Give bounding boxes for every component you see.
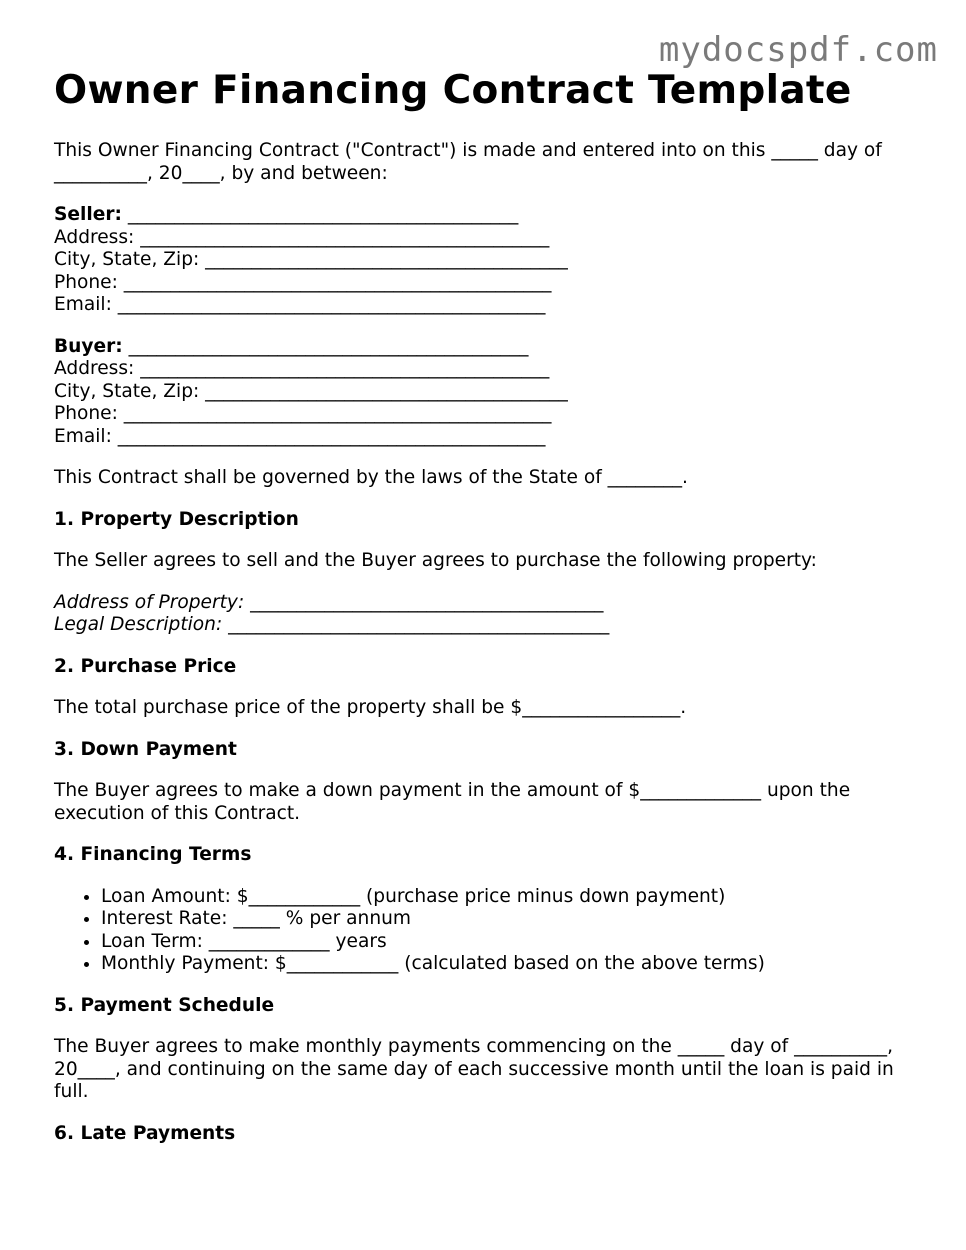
section-2-text: The total purchase price of the property shall be $_________________. bbox=[54, 697, 687, 718]
section-2-heading: 2. Purchase Price bbox=[54, 655, 237, 677]
seller-address-line: Address: ____________________________________________ bbox=[54, 226, 550, 248]
legal-description-line bbox=[54, 614, 924, 637]
seller-block bbox=[54, 204, 924, 317]
seller-city-line: City, State, Zip: _______________________________________ bbox=[54, 249, 568, 270]
buyer-block bbox=[54, 336, 924, 449]
list-item: • Monthly Payment: $____________ (calculated based on the above terms) bbox=[101, 953, 924, 976]
buyer-email-line: Email: ______________________________________________ bbox=[54, 425, 546, 447]
section-4-heading: 4. Financing Terms bbox=[54, 844, 252, 865]
buyer-name-blank: ___________________________________________ bbox=[122, 335, 529, 357]
property-address-blank: ______________________________________ bbox=[244, 591, 604, 613]
intro-paragraph: This Owner Financing Contract ("Contract") is made and entered into on this _____ day of __________, 20____, by and between: bbox=[54, 140, 882, 184]
property-address-label: Address of Property: bbox=[54, 591, 245, 613]
section-6-heading: 6. Late Payments bbox=[54, 1122, 236, 1144]
buyer-label: Buyer: bbox=[54, 335, 123, 357]
legal-description-blank: _________________________________________ bbox=[222, 614, 610, 635]
seller-email-line: Email: ______________________________________________ bbox=[54, 294, 546, 315]
seller-label: Seller: bbox=[54, 204, 122, 225]
buyer-city-line: City, State, Zip: _______________________________________ bbox=[54, 380, 568, 402]
list-item: • Loan Term: _____________ years bbox=[101, 931, 924, 954]
section-3-text: The Buyer agrees to make a down payment in the amount of $_____________ upon the execution of this Contract. bbox=[54, 780, 851, 824]
section-3-heading: 3. Down Payment bbox=[54, 738, 237, 760]
property-fields bbox=[54, 592, 924, 637]
watermark: mydocspdf.com bbox=[658, 30, 938, 70]
seller-name-line bbox=[54, 204, 924, 227]
document-title: Owner Financing Contract Template bbox=[54, 68, 852, 113]
property-address-line bbox=[54, 592, 924, 615]
document-page bbox=[54, 66, 924, 1145]
buyer-address-line: Address: ____________________________________________ bbox=[54, 358, 550, 379]
seller-name-blank: __________________________________________ bbox=[121, 204, 519, 225]
section-1-text: The Seller agrees to sell and the Buyer agrees to purchase the following property: bbox=[54, 550, 817, 571]
list-item: • Loan Amount: $____________ (purchase price minus down payment) bbox=[101, 886, 924, 909]
governing-law-paragraph: This Contract shall be governed by the laws of the State of ________. bbox=[54, 467, 688, 488]
list-item: • Interest Rate: _____ % per annum bbox=[101, 908, 924, 931]
buyer-phone-line: Phone: ______________________________________________ bbox=[54, 403, 552, 424]
buyer-name-line bbox=[54, 336, 924, 359]
legal-description-label: Legal Description: bbox=[54, 614, 223, 635]
seller-phone-line: Phone: ______________________________________________ bbox=[54, 271, 552, 293]
section-5-heading: 5. Payment Schedule bbox=[54, 994, 275, 1016]
section-1-heading: 1. Property Description bbox=[54, 508, 299, 530]
financing-terms-list bbox=[54, 886, 924, 976]
section-5-text: The Buyer agrees to make monthly payments commencing on the _____ day of __________, 20____, and continuing on the same day of each successive month until the loan is paid in full. bbox=[54, 1036, 894, 1102]
